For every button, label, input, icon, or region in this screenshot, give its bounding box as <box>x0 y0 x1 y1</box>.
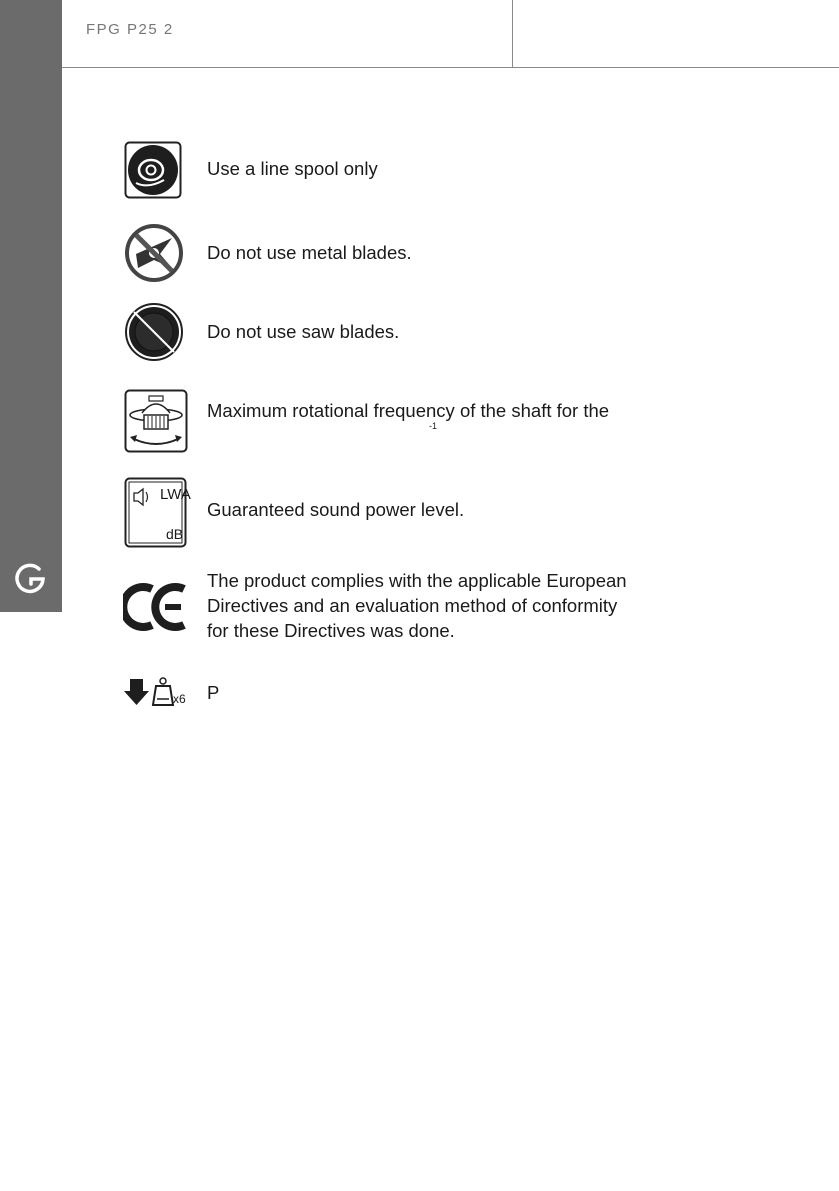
sidebar-band <box>0 0 62 612</box>
symbol-text-line-spool: Use a line spool only <box>207 158 378 179</box>
lwa-label: LWA <box>160 486 191 503</box>
no-metal-blades-icon <box>124 224 184 282</box>
weight-multiplier: x6 <box>173 692 186 706</box>
symbol-text-rotational-frequency: Maximum rotational frequency of the shaft for the <box>207 400 610 421</box>
symbol-text-saw-blades: Do not use saw blades. <box>207 321 400 342</box>
no-saw-blades-icon <box>124 302 184 362</box>
symbol-text-weight: P <box>207 682 220 703</box>
brand-logo-icon <box>14 562 48 596</box>
symbol-text-ce-line-3: for these Directives was done. <box>207 620 455 641</box>
rpm-superscript: -1 <box>429 421 438 431</box>
symbol-text-metal-blades: Do not use metal blades. <box>207 242 412 263</box>
symbol-text-ce-line-1: The product complies with the applicable European <box>207 570 627 591</box>
db-label: dB <box>166 526 184 542</box>
ce-mark-icon <box>123 583 187 631</box>
page-header <box>62 0 839 68</box>
sound-power-icon <box>124 477 191 548</box>
header-divider <box>512 0 513 67</box>
model-code: FPG P25 2 <box>86 21 174 38</box>
symbol-text-ce-line-2: Directives and an evaluation method of conformity <box>207 595 618 616</box>
line-spool-icon <box>124 141 182 199</box>
weight-icon <box>124 677 174 707</box>
rotational-frequency-icon <box>124 389 188 453</box>
symbol-text-sound-power: Guaranteed sound power level. <box>207 499 465 520</box>
